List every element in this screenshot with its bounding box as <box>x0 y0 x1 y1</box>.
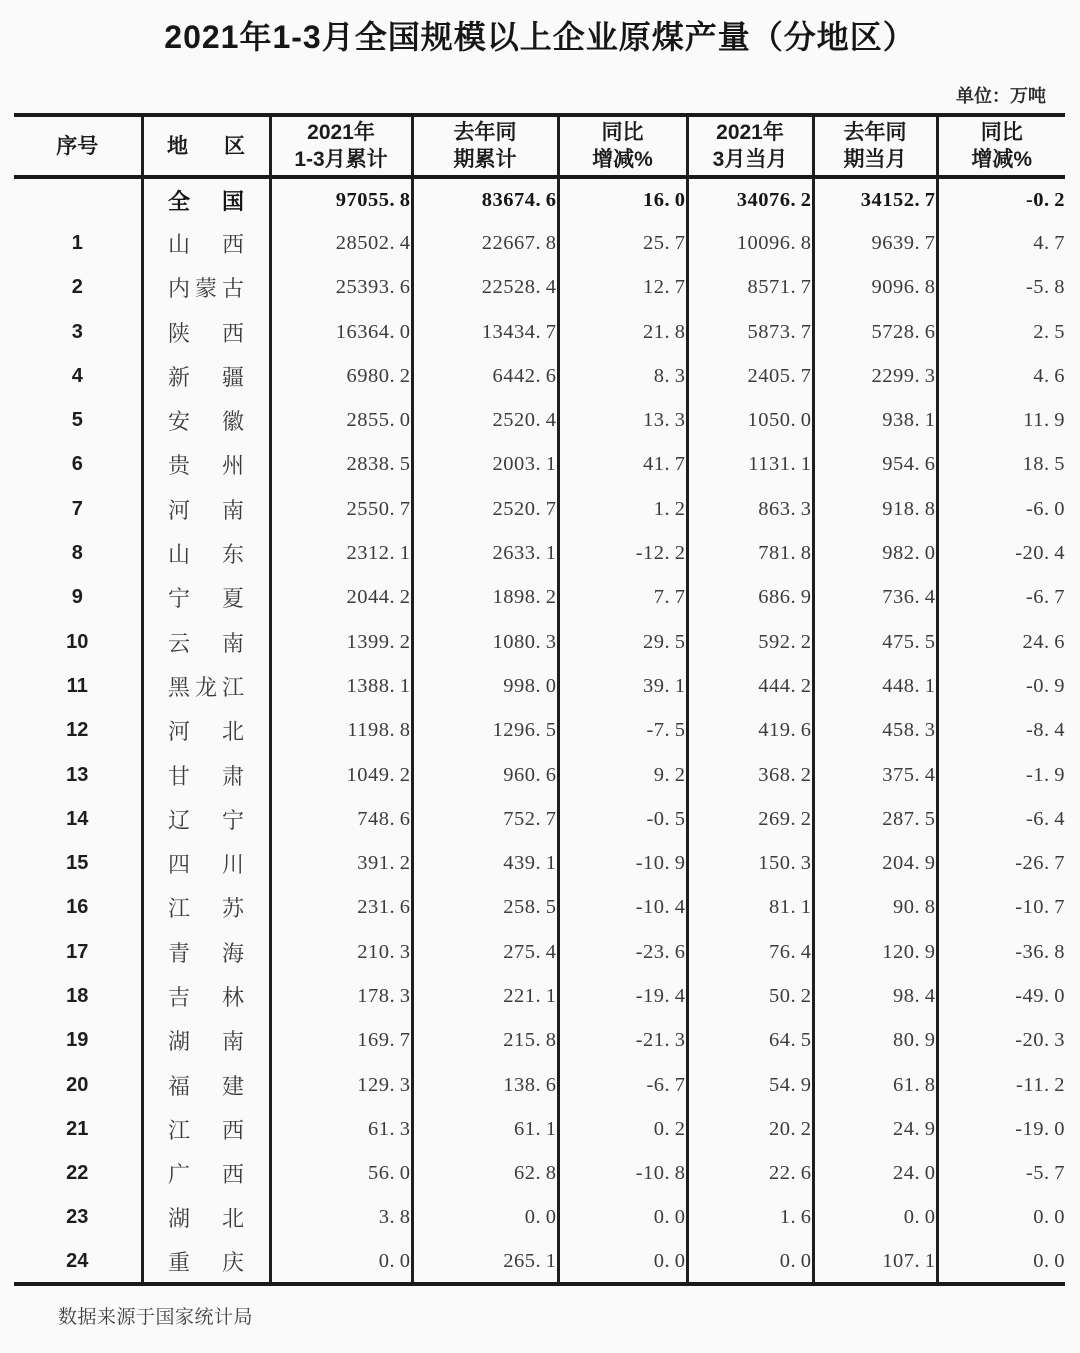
cell-value: 1. 6 <box>687 1196 813 1240</box>
cell-value: 6442. 6 <box>412 354 558 398</box>
cell-value: 1198. 8 <box>270 709 412 753</box>
cell-value: 0. 2 <box>558 1107 687 1151</box>
cell-region <box>142 221 270 265</box>
justified-cjk-text: 黑 龙 江 <box>168 674 244 700</box>
cell-value: 444. 2 <box>687 664 813 708</box>
page-title: 2021年1-3月全国规模以上企业原煤产量（分地区） <box>164 19 916 55</box>
table-row <box>14 177 1065 221</box>
cell-value: -19. 4 <box>558 974 687 1018</box>
cell-value: 56. 0 <box>270 1152 412 1196</box>
cell-row-number: 21 <box>14 1107 142 1151</box>
cell-value: 863. 3 <box>687 487 813 531</box>
cell-value: 24. 9 <box>813 1107 937 1151</box>
justified-cjk-text: 重 庆 <box>168 1249 244 1275</box>
justified-cjk-text: 贵 州 <box>168 453 244 479</box>
cell-region <box>142 310 270 354</box>
cell-value: 61. 3 <box>270 1107 412 1151</box>
table-body <box>14 177 1065 1284</box>
cell-region <box>142 797 270 841</box>
cell-value: 0. 0 <box>1033 1249 1065 1272</box>
cell-value: 736. 4 <box>813 576 937 620</box>
cell-value: 34076. 2 <box>687 177 813 221</box>
cell-value: 960. 6 <box>412 753 558 797</box>
cell-value: 0. 0 <box>412 1196 558 1240</box>
justified-cjk-text: 陕 西 <box>168 320 244 346</box>
cell-region <box>142 1019 270 1063</box>
cell-value: 2312. 1 <box>270 531 412 575</box>
cell-value: 22528. 4 <box>412 266 558 310</box>
cell-value: 39. 1 <box>558 664 687 708</box>
cell-value: 1399. 2 <box>270 620 412 664</box>
cell-region <box>142 576 270 620</box>
cell-value: 592. 2 <box>687 620 813 664</box>
justified-cjk-text: 山 西 <box>168 231 244 257</box>
cell-value: 80. 9 <box>813 1019 937 1063</box>
table-row <box>14 841 1065 885</box>
cell-value: -0. 9 <box>1025 674 1065 697</box>
justified-cjk-text: 云 南 <box>168 630 244 656</box>
cell-value: 2520. 4 <box>412 398 558 442</box>
cell-value: 1049. 2 <box>270 753 412 797</box>
cell-value: 169. 7 <box>270 1019 412 1063</box>
cell-value: 204. 9 <box>813 841 937 885</box>
table-row <box>14 1107 1065 1151</box>
cell-value: -19. 0 <box>1015 1117 1065 1140</box>
table-row <box>14 930 1065 974</box>
cell-value: 982. 0 <box>813 531 937 575</box>
cell-value: 61. 1 <box>412 1107 558 1151</box>
cell-value: 3. 8 <box>270 1196 412 1240</box>
cell-value: 954. 6 <box>813 443 937 487</box>
cell-value: 138. 6 <box>412 1063 558 1107</box>
cell-value: 275. 4 <box>412 930 558 974</box>
cell-row-number: 8 <box>14 531 142 575</box>
cell-value: -6. 7 <box>558 1063 687 1107</box>
cell-value: 2405. 7 <box>687 354 813 398</box>
cell-value: 265. 1 <box>412 1240 558 1284</box>
justified-cjk-text: 福 建 <box>168 1073 244 1099</box>
table-row <box>14 443 1065 487</box>
table-row <box>14 1152 1065 1196</box>
cell-value: 83674. 6 <box>412 177 558 221</box>
coal-production-table <box>14 113 1065 1286</box>
table-row <box>14 753 1065 797</box>
cell-value: 16. 0 <box>558 177 687 221</box>
justified-cjk-text: 河 南 <box>168 497 244 523</box>
table-row <box>14 266 1065 310</box>
cell-row-number: 19 <box>14 1019 142 1063</box>
source-note: 数据来源于国家统计局 <box>58 1307 254 1329</box>
cell-value: 1131. 1 <box>687 443 813 487</box>
cell-value: 0. 0 <box>558 1196 687 1240</box>
cell-value: 8571. 7 <box>687 266 813 310</box>
table-header <box>14 115 1065 177</box>
cell-value: 0. 0 <box>1033 1206 1065 1229</box>
justified-cjk-text: 山 东 <box>168 542 244 568</box>
table-row <box>14 1063 1065 1107</box>
cell-value: -6. 4 <box>1025 807 1065 830</box>
cell-value: -10. 8 <box>558 1152 687 1196</box>
justified-cjk-text: 宁 夏 <box>168 586 244 612</box>
cell-value: 1388. 1 <box>270 664 412 708</box>
cell-region <box>142 443 270 487</box>
cell-value: 448. 1 <box>813 664 937 708</box>
table-row <box>14 221 1065 265</box>
justified-cjk-text: 江 苏 <box>168 896 244 922</box>
cell-value: -23. 6 <box>558 930 687 974</box>
cell-value: 9096. 8 <box>813 266 937 310</box>
col-header: 2021年 1-3月累计 <box>270 115 412 177</box>
cell-value: 178. 3 <box>270 974 412 1018</box>
cell-value: 13434. 7 <box>412 310 558 354</box>
cell-value: -0. 2 <box>1025 188 1065 211</box>
header-row <box>14 115 1065 177</box>
cell-value: 64. 5 <box>687 1019 813 1063</box>
cell-region <box>142 753 270 797</box>
table-row <box>14 1240 1065 1284</box>
cell-row-number: 5 <box>14 398 142 442</box>
cell-value: 129. 3 <box>270 1063 412 1107</box>
cell-value: -6. 0 <box>1025 497 1065 520</box>
cell-row-number: 3 <box>14 310 142 354</box>
cell-value: 781. 8 <box>687 531 813 575</box>
cell-value: 9639. 7 <box>813 221 937 265</box>
cell-value: 1080. 3 <box>412 620 558 664</box>
col-header: 去年同 期当月 <box>813 115 937 177</box>
cell-region <box>142 398 270 442</box>
cell-value: -12. 2 <box>558 531 687 575</box>
cell-value: 998. 0 <box>412 664 558 708</box>
cell-value: 1296. 5 <box>412 709 558 753</box>
justified-cjk-text: 湖 北 <box>168 1206 244 1232</box>
table-row <box>14 664 1065 708</box>
justified-cjk-text: 四 川 <box>168 852 244 878</box>
cell-value: 150. 3 <box>687 841 813 885</box>
cell-value: 41. 7 <box>558 443 687 487</box>
cell-value: 231. 6 <box>270 886 412 930</box>
cell-value: -0. 5 <box>558 797 687 841</box>
justified-cjk-text: 广 西 <box>168 1162 244 1188</box>
cell-value: -6. 7 <box>1025 586 1065 609</box>
cell-value: 2520. 7 <box>412 487 558 531</box>
cell-value: -5. 8 <box>1025 276 1065 299</box>
cell-region <box>142 930 270 974</box>
cell-row-number: 14 <box>14 797 142 841</box>
cell-value: 13. 3 <box>558 398 687 442</box>
cell-value: -21. 3 <box>558 1019 687 1063</box>
cell-value: 98. 4 <box>813 974 937 1018</box>
cell-row-number: 24 <box>14 1240 142 1284</box>
cell-value: 752. 7 <box>412 797 558 841</box>
table-row <box>14 1019 1065 1063</box>
cell-row-number: 11 <box>14 664 142 708</box>
cell-value: 8. 3 <box>558 354 687 398</box>
cell-row-number: 9 <box>14 576 142 620</box>
cell-value: 50. 2 <box>687 974 813 1018</box>
cell-value: 81. 1 <box>687 886 813 930</box>
cell-value: 5873. 7 <box>687 310 813 354</box>
cell-value: 269. 2 <box>687 797 813 841</box>
table-row <box>14 620 1065 664</box>
cell-value: 4. 7 <box>1033 231 1065 254</box>
cell-region <box>142 531 270 575</box>
justified-cjk-text: 安 徽 <box>168 409 244 435</box>
cell-region <box>142 487 270 531</box>
table-row <box>14 886 1065 930</box>
cell-value: 107. 1 <box>813 1240 937 1284</box>
table-row <box>14 487 1065 531</box>
cell-value: 6980. 2 <box>270 354 412 398</box>
table-row <box>14 709 1065 753</box>
cell-region <box>142 1107 270 1151</box>
justified-cjk-text: 吉 林 <box>168 984 244 1010</box>
cell-value: -11. 2 <box>1015 1073 1065 1096</box>
cell-value: 258. 5 <box>412 886 558 930</box>
cell-value: -10. 9 <box>558 841 687 885</box>
cell-row-number: 18 <box>14 974 142 1018</box>
cell-region <box>142 1240 270 1284</box>
cell-region <box>142 664 270 708</box>
cell-value: 1898. 2 <box>412 576 558 620</box>
cell-row-number: 12 <box>14 709 142 753</box>
cell-region <box>142 620 270 664</box>
cell-value: -49. 0 <box>1015 984 1065 1007</box>
cell-value: 2299. 3 <box>813 354 937 398</box>
cell-value: 458. 3 <box>813 709 937 753</box>
cell-value: 11. 9 <box>1023 409 1065 432</box>
cell-value: -1. 9 <box>1025 763 1065 786</box>
table-row <box>14 974 1065 1018</box>
cell-value: 0. 0 <box>687 1240 813 1284</box>
cell-value: 2003. 1 <box>412 443 558 487</box>
table-row <box>14 797 1065 841</box>
cell-value: 4. 6 <box>1033 364 1065 387</box>
cell-value: 25. 7 <box>558 221 687 265</box>
cell-value: 210. 3 <box>270 930 412 974</box>
cell-value: -20. 4 <box>1015 542 1065 565</box>
cell-value: 54. 9 <box>687 1063 813 1107</box>
cell-row-number: 15 <box>14 841 142 885</box>
justified-cjk-text: 内 蒙 古 <box>168 276 244 302</box>
cell-row-number: 20 <box>14 1063 142 1107</box>
justified-cjk-text: 全 国 <box>168 188 244 214</box>
cell-value: 24. 0 <box>813 1152 937 1196</box>
cell-value: 1050. 0 <box>687 398 813 442</box>
table-row <box>14 310 1065 354</box>
cell-value: 475. 5 <box>813 620 937 664</box>
cell-value: -26. 7 <box>1015 852 1065 875</box>
cell-value: 21. 8 <box>558 310 687 354</box>
cell-value: 10096. 8 <box>687 221 813 265</box>
justified-cjk-text: 江 西 <box>168 1117 244 1143</box>
cell-region <box>142 354 270 398</box>
cell-row-number: 6 <box>14 443 142 487</box>
cell-value: 748. 6 <box>270 797 412 841</box>
cell-value: 0. 0 <box>813 1196 937 1240</box>
cell-value: 2855. 0 <box>270 398 412 442</box>
cell-value: 12. 7 <box>558 266 687 310</box>
cell-value: 62. 8 <box>412 1152 558 1196</box>
cell-value: 24. 6 <box>1022 630 1065 653</box>
col-header <box>142 115 270 177</box>
cell-row-number: 23 <box>14 1196 142 1240</box>
cell-row-number: 13 <box>14 753 142 797</box>
cell-value: 221. 1 <box>412 974 558 1018</box>
cell-value: 0. 0 <box>558 1240 687 1284</box>
cell-value: -7. 5 <box>558 709 687 753</box>
cell-value: 25393. 6 <box>270 266 412 310</box>
cell-value: 686. 9 <box>687 576 813 620</box>
cell-value: 0. 0 <box>270 1240 412 1284</box>
cell-row-number: 1 <box>14 221 142 265</box>
cell-value: 439. 1 <box>412 841 558 885</box>
cell-region <box>142 974 270 1018</box>
col-header: 去年同 期累计 <box>412 115 558 177</box>
cell-value: 2550. 7 <box>270 487 412 531</box>
cell-value: -8. 4 <box>1025 719 1065 742</box>
cell-value: 61. 8 <box>813 1063 937 1107</box>
justified-cjk-text: 甘 肃 <box>168 763 244 789</box>
cell-row-number: 4 <box>14 354 142 398</box>
justified-cjk-text: 地 区 <box>167 134 245 158</box>
cell-value: 368. 2 <box>687 753 813 797</box>
cell-value: -10. 4 <box>558 886 687 930</box>
cell-value: 215. 8 <box>412 1019 558 1063</box>
cell-region <box>142 841 270 885</box>
cell-value: 18. 5 <box>1022 453 1065 476</box>
table-row <box>14 531 1065 575</box>
cell-value: 20. 2 <box>687 1107 813 1151</box>
col-header: 序号 <box>14 115 142 177</box>
cell-row-number: 7 <box>14 487 142 531</box>
cell-value: 22. 6 <box>687 1152 813 1196</box>
cell-region <box>142 886 270 930</box>
unit-label: 单位：万吨 <box>956 86 1046 106</box>
cell-value: 419. 6 <box>687 709 813 753</box>
cell-row-number: 17 <box>14 930 142 974</box>
cell-region <box>142 1063 270 1107</box>
cell-value: 2838. 5 <box>270 443 412 487</box>
cell-value: 938. 1 <box>813 398 937 442</box>
cell-row-number <box>14 177 142 221</box>
cell-value: 2. 5 <box>1033 320 1065 343</box>
justified-cjk-text: 河 北 <box>168 719 244 745</box>
justified-cjk-text: 辽 宁 <box>168 807 244 833</box>
cell-value: 9. 2 <box>558 753 687 797</box>
cell-value: 22667. 8 <box>412 221 558 265</box>
cell-value: 2633. 1 <box>412 531 558 575</box>
cell-value: 375. 4 <box>813 753 937 797</box>
table-row <box>14 354 1065 398</box>
justified-cjk-text: 湖 南 <box>168 1029 244 1055</box>
cell-value: 7. 7 <box>558 576 687 620</box>
cell-value: 287. 5 <box>813 797 937 841</box>
cell-value: -36. 8 <box>1015 940 1065 963</box>
cell-value: 76. 4 <box>687 930 813 974</box>
table-row <box>14 576 1065 620</box>
cell-row-number: 2 <box>14 266 142 310</box>
cell-value: 16364. 0 <box>270 310 412 354</box>
cell-value: 120. 9 <box>813 930 937 974</box>
cell-region <box>142 177 270 221</box>
cell-value: 90. 8 <box>813 886 937 930</box>
justified-cjk-text: 新 疆 <box>168 364 244 390</box>
cell-value: 918. 8 <box>813 487 937 531</box>
justified-cjk-text: 青 海 <box>168 940 244 966</box>
cell-region <box>142 1152 270 1196</box>
cell-value: 2044. 2 <box>270 576 412 620</box>
cell-value: 391. 2 <box>270 841 412 885</box>
table-row <box>14 1196 1065 1240</box>
cell-region <box>142 1196 270 1240</box>
cell-region <box>142 709 270 753</box>
cell-value: 1. 2 <box>558 487 687 531</box>
cell-row-number: 10 <box>14 620 142 664</box>
cell-value: -10. 7 <box>1015 896 1065 919</box>
cell-value: 5728. 6 <box>813 310 937 354</box>
table-row <box>14 398 1065 442</box>
col-header: 同比 增减% <box>558 115 687 177</box>
cell-value: -20. 3 <box>1015 1029 1065 1052</box>
col-header: 2021年 3月当月 <box>687 115 813 177</box>
cell-value: 34152. 7 <box>813 177 937 221</box>
cell-value: 29. 5 <box>558 620 687 664</box>
cell-region <box>142 266 270 310</box>
cell-value: 28502. 4 <box>270 221 412 265</box>
cell-row-number: 22 <box>14 1152 142 1196</box>
col-header: 同比 增减% <box>971 121 1033 171</box>
cell-value: -5. 7 <box>1025 1162 1065 1185</box>
cell-row-number: 16 <box>14 886 142 930</box>
cell-value: 97055. 8 <box>270 177 412 221</box>
